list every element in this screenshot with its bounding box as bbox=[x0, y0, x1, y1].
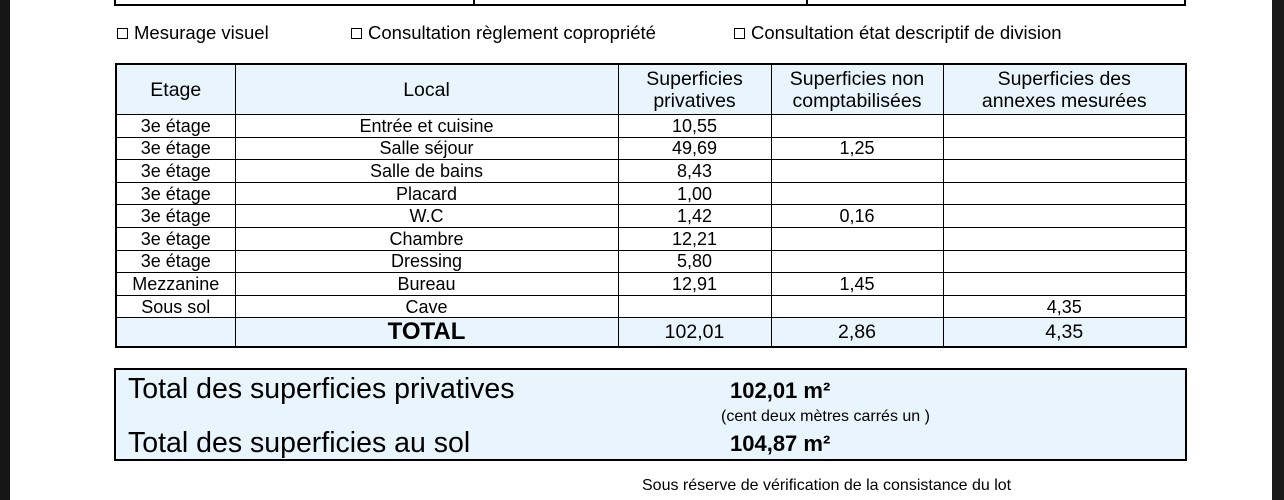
cell-etage: 3e étage bbox=[116, 160, 235, 183]
table-row bbox=[116, 182, 1186, 205]
cell-local: Dressing bbox=[235, 250, 618, 273]
total-privatives-words: (cent deux mètres carrés un ) bbox=[721, 408, 930, 425]
table-row bbox=[116, 273, 1186, 296]
total-non-comptabilisees: 2,86 bbox=[771, 318, 943, 348]
table-row bbox=[116, 227, 1186, 250]
cell-superficie-non-comptabilisee: 1,25 bbox=[771, 137, 943, 160]
cell-local: W.C bbox=[235, 205, 618, 228]
header-superficies-privatives bbox=[618, 64, 771, 115]
cell-superficie-privative: 12,21 bbox=[618, 227, 771, 250]
total-privatives-label: Total des superficies privatives bbox=[128, 373, 515, 405]
cell-superficie-privative: 10,55 bbox=[618, 115, 771, 138]
checkbox-label: Consultation règlement copropriété bbox=[368, 22, 656, 43]
cell-superficie-annexe bbox=[943, 182, 1186, 205]
cell-etage: 3e étage bbox=[116, 227, 235, 250]
table-body bbox=[116, 115, 1186, 348]
surfaces-table bbox=[115, 63, 1187, 348]
header-line: Superficies non bbox=[789, 67, 925, 90]
table-row bbox=[116, 250, 1186, 273]
cell-etage: 3e étage bbox=[116, 250, 235, 273]
cell-superficie-privative: 8,43 bbox=[618, 160, 771, 183]
cell-superficie-annexe bbox=[943, 205, 1186, 228]
checkbox-label: Mesurage visuel bbox=[134, 22, 269, 43]
table-row bbox=[116, 160, 1186, 183]
upper-table-fragment bbox=[114, 0, 1186, 6]
cell-superficie-annexe bbox=[943, 137, 1186, 160]
cell-superficie-annexe bbox=[943, 250, 1186, 273]
header-line: annexes mesurées bbox=[981, 89, 1147, 112]
header-line: Superficies bbox=[646, 67, 743, 90]
cell-superficie-privative: 5,80 bbox=[618, 250, 771, 273]
cell-superficie-privative: 1,42 bbox=[618, 205, 771, 228]
total-privatives-value: 102,01 m² bbox=[730, 378, 831, 403]
header-superficies-non-comptabilisees bbox=[771, 64, 943, 115]
total-privatives: 102,01 bbox=[618, 318, 771, 348]
cell-superficie-annexe: 4,35 bbox=[943, 295, 1186, 318]
cell-superficie-non-comptabilisee bbox=[771, 295, 943, 318]
cell-etage: 3e étage bbox=[116, 115, 235, 138]
checkbox-reglement-copropriete[interactable] bbox=[351, 22, 656, 44]
checkbox-icon[interactable] bbox=[734, 28, 745, 39]
cell-superficie-non-comptabilisee bbox=[771, 182, 943, 205]
cell-local: Placard bbox=[235, 182, 618, 205]
header-etage: Etage bbox=[116, 64, 235, 115]
cell-superficie-privative: 1,00 bbox=[618, 182, 771, 205]
checkbox-label: Consultation état descriptif de division bbox=[751, 22, 1062, 43]
cell-etage: 3e étage bbox=[116, 182, 235, 205]
total-label: TOTAL bbox=[235, 318, 618, 348]
cell-superficie-non-comptabilisee: 1,45 bbox=[771, 273, 943, 296]
summary-box bbox=[114, 368, 1187, 461]
cell-superficie-annexe bbox=[943, 115, 1186, 138]
dark-edge-right bbox=[1272, 0, 1284, 500]
header-line: Superficies des bbox=[997, 67, 1131, 90]
cell-local: Entrée et cuisine bbox=[235, 115, 618, 138]
checkbox-mesurage-visuel[interactable] bbox=[117, 22, 269, 44]
cell-superficie-non-comptabilisee bbox=[771, 250, 943, 273]
total-sol-label: Total des superficies au sol bbox=[128, 427, 471, 459]
cell-local: Salle séjour bbox=[235, 137, 618, 160]
checkbox-icon[interactable] bbox=[351, 28, 362, 39]
total-sol-value: 104,87 m² bbox=[730, 431, 831, 456]
total-annexes: 4,35 bbox=[943, 318, 1186, 348]
header-superficies-annexes bbox=[943, 64, 1186, 115]
checkbox-etat-descriptif[interactable] bbox=[734, 22, 1062, 44]
header-local: Local bbox=[235, 64, 618, 115]
table-row bbox=[116, 137, 1186, 160]
cell-superficie-non-comptabilisee: 0,16 bbox=[771, 205, 943, 228]
total-row bbox=[116, 318, 1186, 348]
header-line: comptabilisées bbox=[792, 89, 922, 112]
upper-table-divider bbox=[806, 0, 808, 4]
table-header-row bbox=[116, 64, 1186, 115]
table-row bbox=[116, 295, 1186, 318]
cell-superficie-privative: 12,91 bbox=[618, 273, 771, 296]
reserve-note: Sous réserve de vérification de la consistance du lot bbox=[642, 477, 1012, 494]
cell-local: Salle de bains bbox=[235, 160, 618, 183]
cell-superficie-non-comptabilisee bbox=[771, 160, 943, 183]
table-row bbox=[116, 115, 1186, 138]
upper-table-divider bbox=[473, 0, 475, 4]
checkbox-icon[interactable] bbox=[117, 28, 128, 39]
cell-superficie-annexe bbox=[943, 160, 1186, 183]
cell-etage: 3e étage bbox=[116, 205, 235, 228]
cell-etage: Sous sol bbox=[116, 295, 235, 318]
cell-local: Cave bbox=[235, 295, 618, 318]
table-row bbox=[116, 205, 1186, 228]
cell-superficie-non-comptabilisee bbox=[771, 115, 943, 138]
cell-superficie-privative: 49,69 bbox=[618, 137, 771, 160]
cell-etage: Mezzanine bbox=[116, 273, 235, 296]
cell-superficie-privative bbox=[618, 295, 771, 318]
total-empty-cell bbox=[116, 318, 235, 348]
cell-local: Bureau bbox=[235, 273, 618, 296]
cell-etage: 3e étage bbox=[116, 137, 235, 160]
cell-superficie-annexe bbox=[943, 273, 1186, 296]
cell-superficie-non-comptabilisee bbox=[771, 227, 943, 250]
cell-local: Chambre bbox=[235, 227, 618, 250]
dark-edge-left bbox=[0, 0, 10, 500]
header-line: privatives bbox=[653, 89, 736, 112]
cell-superficie-annexe bbox=[943, 227, 1186, 250]
